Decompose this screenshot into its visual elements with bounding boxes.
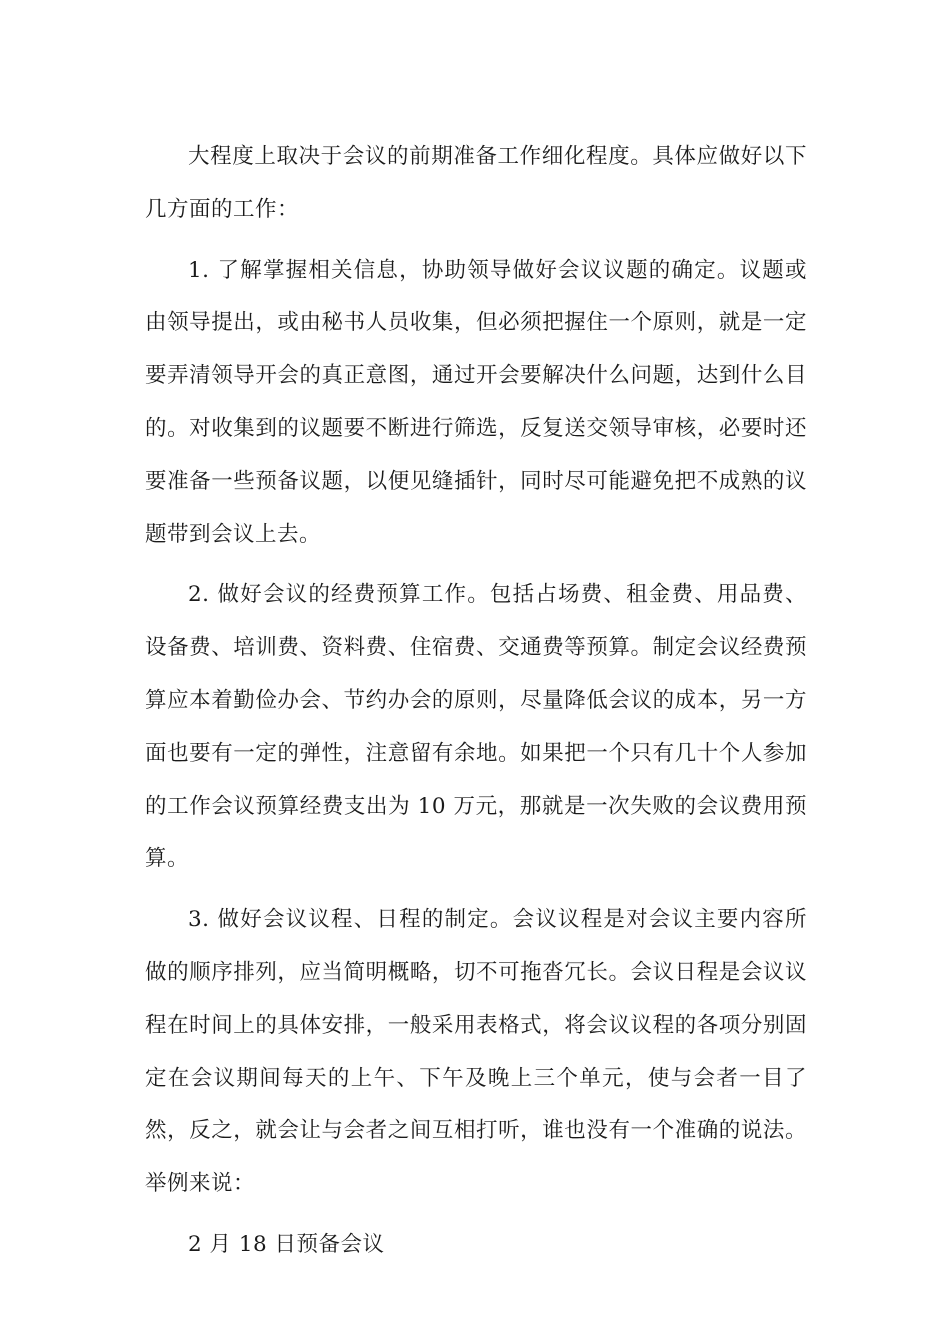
paragraph-item-1-agenda-topics: 1. 了解掌握相关信息，协助领导做好会议议题的确定。议题或由领导提出，或由秘书人员收集，但必须把握住一个原则，就是一定要弄清领导开会的真正意图，通过开会要解决什么问题，达到什么目的。对收集到的议题要不断进行筛选，反复送交领导审核，必要时还要准备一些预备议题，以便见缝插针，同时尽可能避免把不成熟的议题带到会议上去。 <box>145 257 807 547</box>
document-body <box>145 131 807 1272</box>
paragraph-intro: 大程度上取决于会议的前期准备工作细化程度。具体应做好以下几方面的工作： <box>145 144 807 222</box>
paragraph-example-date: 2 月 18 日预备会议 <box>188 1231 385 1257</box>
paragraph-item-3-schedule: 3. 做好会议议程、日程的制定。会议议程是对会议主要内容所做的顺序排列，应当简明概略，切不可拖沓冗长。会议日程是会议议程在时间上的具体安排，一般采用表格式，将会议议程的各项分别固定在会议期间每天的上午、下午及晚上三个单元，使与会者一目了然，反之，就会让与会者之间互相打听，谁也没有一个准确的说法。举例来说： <box>145 907 807 1197</box>
paragraph-item-2-budget: 2. 做好会议的经费预算工作。包括占场费、租金费、用品费、设备费、培训费、资料费、住宿费、交通费等预算。制定会议经费预算应本着勤俭办会、节约办会的原则，尽量降低会议的成本，另一方面也要有一定的弹性，注意留有余地。如果把一个只有几十个人参加的工作会议预算经费支出为 10 万元，那就是一次失败的会议费用预算。 <box>145 582 807 872</box>
